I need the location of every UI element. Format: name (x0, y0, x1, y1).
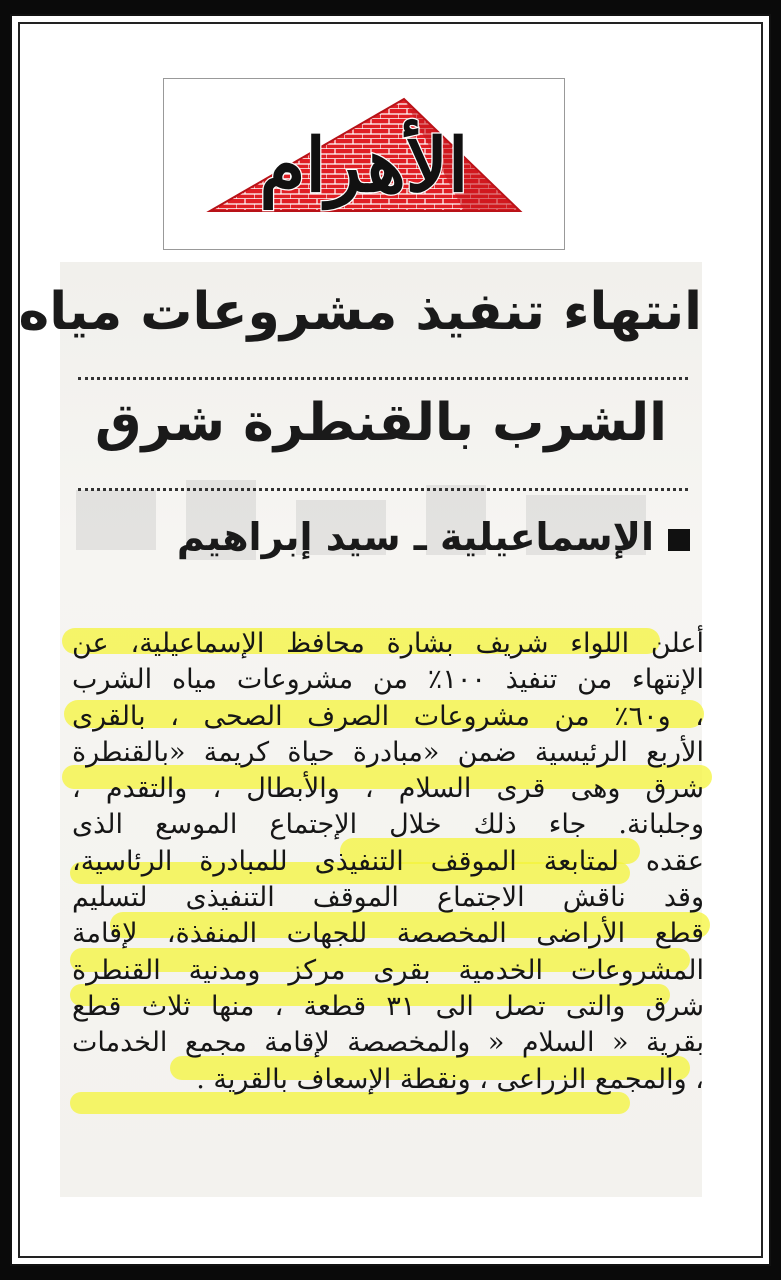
byline (150, 515, 690, 559)
article-body (72, 626, 704, 1098)
body-line: الإنتهاء من تنفيذ ١٠٠٪ من مشروعات مياه الشرب (72, 664, 704, 696)
dotted-divider-2 (78, 488, 688, 491)
bullet-square-icon (668, 529, 690, 551)
body-line: المشروعات الخدمية بقرى مركز ومدنية القنطرة (72, 954, 704, 986)
newspaper-logo (163, 78, 565, 250)
body-line: وجلبانة. جاء ذلك خلال الإجتماع الموسع الذى (72, 809, 704, 841)
headline-line-1: انتهاء تنفيذ مشروعات مياه (18, 282, 702, 342)
body-line: عقده لمتابعة الموقف التنفيذى للمبادرة الرئاسية، (72, 845, 704, 877)
body-line: بقرية « السلام « والمخصصة لإقامة مجمع الخدمات (72, 1027, 704, 1059)
body-line: ، والمجمع الزراعى ، ونقطة الإسعاف بالقرية . (196, 1063, 704, 1095)
logo-text: الأهرام (259, 123, 469, 209)
body-line: قطع الأراضى المخصصة للجهات المنفذة، لإقامة (72, 918, 704, 950)
body-line: ، و٦٠٪ من مشروعات الصرف الصحى ، بالقرى (72, 700, 704, 732)
pyramid-logo-icon (164, 79, 566, 251)
headline-line-2: الشرب بالقنطرة شرق (95, 393, 667, 453)
body-line: شرق وهى قرى السلام ، والأبطال ، والتقدم ، (72, 773, 704, 805)
body-line: أعلن اللواء شريف بشارة محافظ الإسماعيلية، عن (72, 628, 704, 659)
body-line: وقد ناقش الاجتماع الموقف التنفيذى لتسليم (72, 882, 704, 914)
body-line: شرق والتى تصل الى ٣١ قطعة ، منها ثلاث قطع (72, 990, 704, 1022)
body-line: الأربع الرئيسية ضمن «مبادرة حياة كريمة «بالقنطرة (72, 736, 704, 768)
dotted-divider-1 (78, 377, 688, 380)
byline-text: الإسماعيلية ـ سيد إبراهيم (176, 515, 654, 559)
